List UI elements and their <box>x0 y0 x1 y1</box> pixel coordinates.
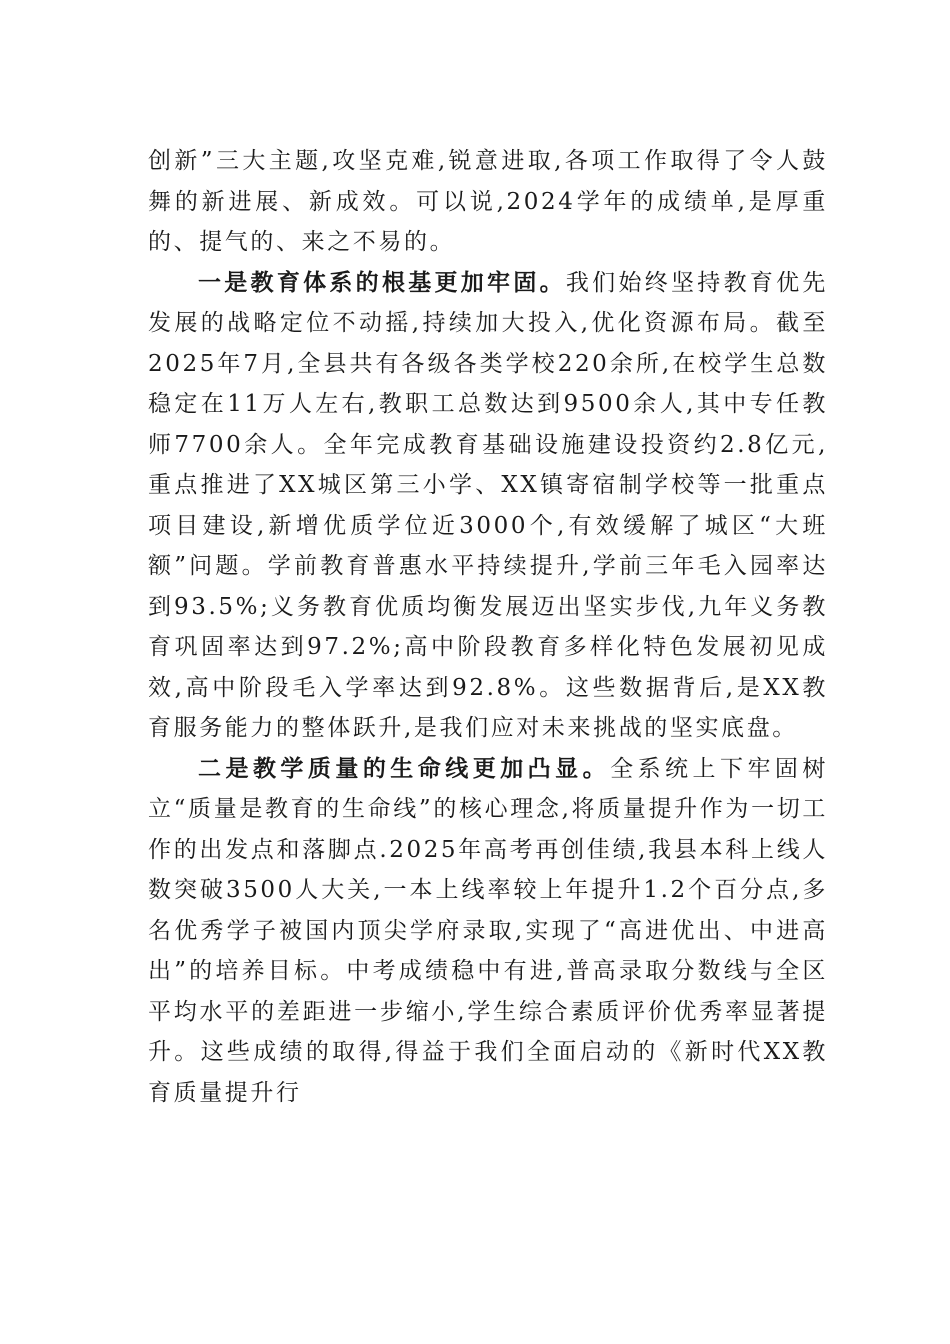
paragraph-text: 创新”三大主题,攻坚克难,锐意进取,各项工作取得了令人鼓舞的新进展、新成效。可以说,2024学年的成绩单,是厚重的、提气的、来之不易的。 <box>148 148 828 255</box>
paragraph-heading: 二是教学质量的生命线更加凸显。 <box>198 754 611 782</box>
paragraph-text: 全系统上下牢固树立“质量是教育的生命线”的核心理念,将质量提升作为一切工作的出发点和落脚点.2025年高考再创佳绩,我县本科上线人数突破3500人大关,一本上线率较上年提升1.2个百分点,多名优秀学子被国内顶尖学府录取,实现了“高进优出、中进高出”的培养目标。中考成绩稳中有进,普高录取分数线与全区平均水平的差距进一步缩小,学生综合素质评价优秀率显著提升。这些成绩的取得,得益于我们全面启动的《新时代XX教育质量提升行 <box>148 755 828 1106</box>
document-body <box>148 141 828 1113</box>
paragraph-education-system <box>148 263 828 749</box>
paragraph-heading: 一是教育体系的根基更加牢固。 <box>198 268 566 296</box>
paragraph-text: 我们始终坚持教育优先发展的战略定位不动摇,持续加大投入,优化资源布局。截至2025年7月,全县共有各级各类学校220余所,在校学生总数稳定在11万人左右,教职工总数达到9500余人,其中专任教师7700余人。全年完成教育基础设施建设投资约2.8亿元,重点推进了XX城区第三小学、XX镇寄宿制学校等一批重点项目建设,新增优质学位近3000个,有效缓解了城区“大班额”问题。学前教育普惠水平持续提升,学前三年毛入园率达到93.5%;义务教育优质均衡发展迈出坚实步伐,九年义务教育巩固率达到97.2%;高中阶段教育多样化特色发展初见成效,高中阶段毛入学率达到92.8%。这些数据背后,是XX教育服务能力的整体跃升,是我们应对未来挑战的坚实底盘。 <box>148 269 829 741</box>
paragraph-teaching-quality <box>148 749 828 1114</box>
paragraph-continuation <box>148 141 828 263</box>
